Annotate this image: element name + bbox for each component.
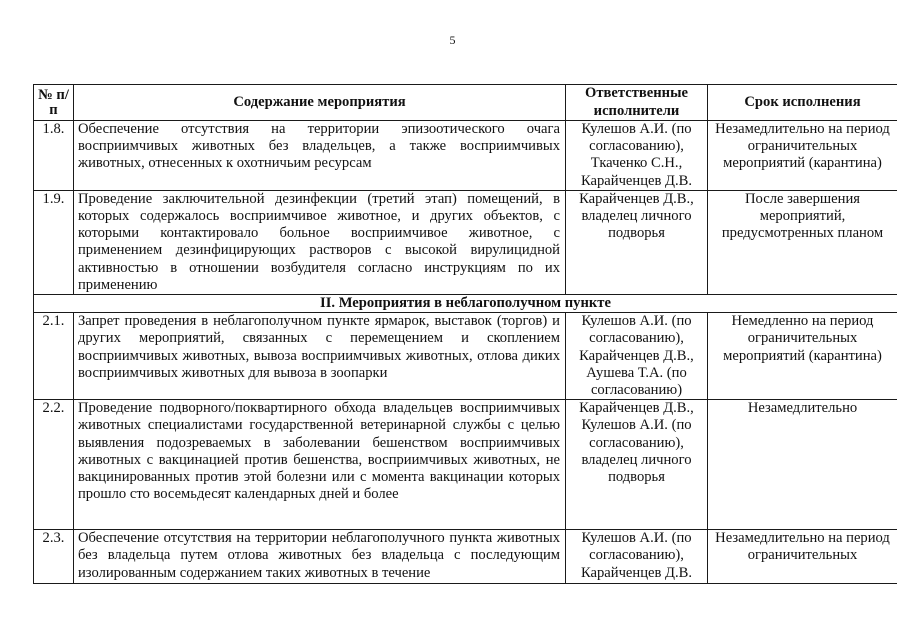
table-row [34, 530, 898, 584]
row-responsible: Кулешов А.И. (по согласованию), Ткаченко С.Н., Карайченцев Д.В. [566, 121, 708, 191]
table-row [34, 190, 898, 294]
row-content: Запрет проведения в неблагополучном пункте ярмарок, выставок (торгов) и других мероприятий, связанных с перемещением и скоплением восприимчивых животных, вывоза восприимчивых животных, отлова диких восприимчивых животных для вывоза в зоопарки [74, 313, 566, 400]
row-deadline: После завершения мероприятий, предусмотренных планом [708, 190, 898, 294]
row-number: 1.9. [34, 190, 74, 294]
measures-table [33, 84, 897, 584]
row-responsible: Карайченцев Д.В., владелец личного подворья [566, 190, 708, 294]
row-number: 2.3. [34, 530, 74, 584]
section-title: II. Мероприятия в неблагополучном пункте [34, 295, 898, 313]
row-deadline: Незамедлительно [708, 400, 898, 530]
row-content: Проведение заключительной дезинфекции (третий этап) помещений, в которых содержалось восприимчивое животное, и других объектов, с которыми контактировало больное восприимчивое животное, с применением дезинфицирующих растворов с высокой вирулицидной активностью в отношении возбудителя согласно инструкциям по их применению [74, 190, 566, 294]
row-content: Обеспечение отсутствия на территории неблагополучного пункта животных без владельца путем отлова животных без владельца с последующим изолированным содержанием таких животных в течение [74, 530, 566, 584]
row-deadline: Незамедлительно на период ограничительных [708, 530, 898, 584]
table-row [34, 313, 898, 400]
table-row [34, 400, 898, 530]
row-content: Обеспечение отсутствия на территории эпизоотического очага восприимчивых животных без владельцев, а также восприимчивых животных, отнесенных к охотничьим ресурсам [74, 121, 566, 191]
row-content: Проведение подворного/поквартирного обхода владельцев восприимчивых животных специалистами государственной ветеринарной службы с целью выявления подозреваемых в заболевании бешенством восприимчивых животных с вакцинацией против бешенства, восприимчивых животных, не вакцинированных против этой болезни или с момента вакцинации которых прошло сто восемьдесят календарных дней и более [74, 400, 566, 530]
row-number: 1.8. [34, 121, 74, 191]
row-responsible: Кулешов А.И. (по согласованию), Карайченцев Д.В., Аушева Т.А. (по согласованию) [566, 313, 708, 400]
section-header-row [34, 295, 898, 313]
header-num: № п/п [34, 85, 74, 121]
header-responsible: Ответственные исполнители [566, 85, 708, 121]
row-deadline: Незамедлительно на период ограничительных мероприятий (карантина) [708, 121, 898, 191]
document-sheet [33, 84, 897, 640]
table-header-row [34, 85, 898, 121]
header-deadline: Срок исполнения [708, 85, 898, 121]
row-number: 2.1. [34, 313, 74, 400]
row-responsible: Карайченцев Д.В., Кулешов А.И. (по согласованию), владелец личного подворья [566, 400, 708, 530]
page-number: 5 [449, 33, 456, 47]
row-number: 2.2. [34, 400, 74, 530]
row-responsible: Кулешов А.И. (по согласованию), Карайченцев Д.В. [566, 530, 708, 584]
header-content: Содержание мероприятия [74, 85, 566, 121]
row-deadline: Немедленно на период ограничительных мероприятий (карантина) [708, 313, 898, 400]
table-row [34, 121, 898, 191]
